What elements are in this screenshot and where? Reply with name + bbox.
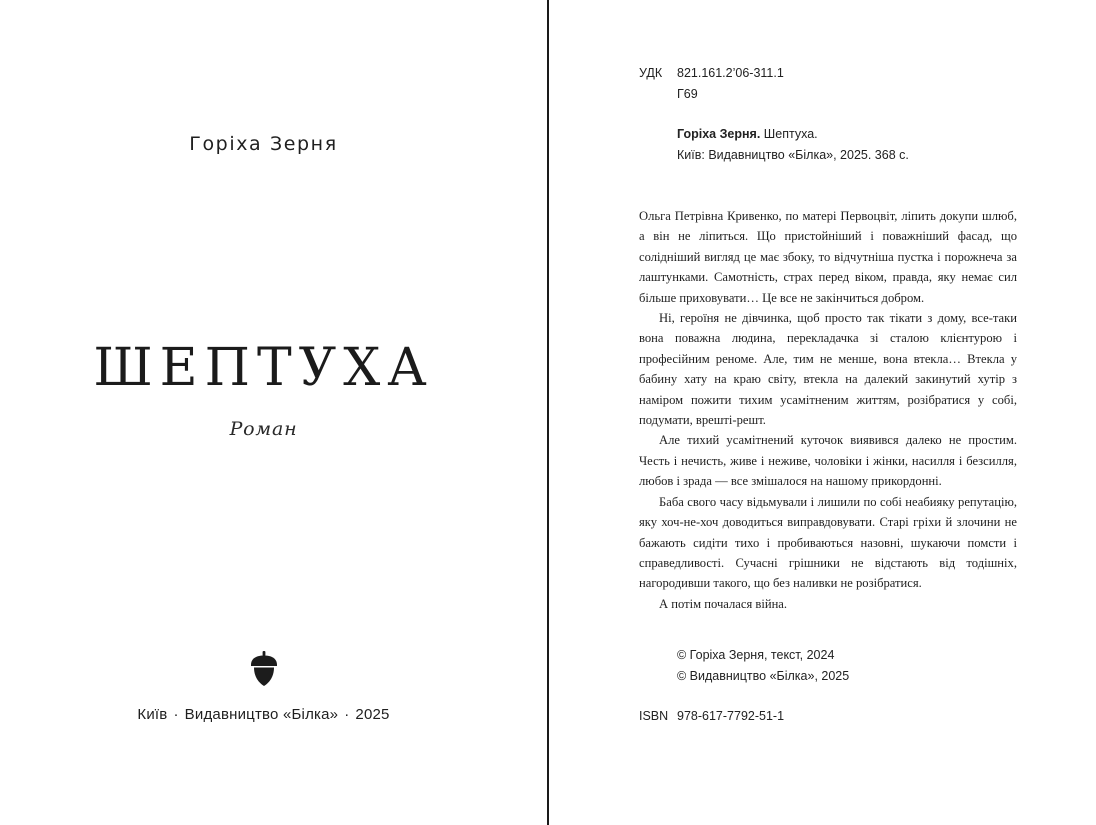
- annotation-paragraph: Але тихий усамітнений куточок виявився далеко не простим. Честь і нечисть, живе і неживе, чоловіки і жінки, насилля і безсилля, любов і зрада — все змішалося на нашому прикордонні.: [639, 433, 1017, 489]
- title-page: [0, 0, 547, 825]
- udk-label: УДК: [639, 66, 663, 80]
- acorn-icon: [249, 651, 279, 687]
- imprint-separator: ·: [173, 706, 179, 723]
- bibliographic-entry: [677, 127, 818, 141]
- annotation-paragraph: А потім почалася війна.: [659, 596, 788, 611]
- book-annotation: [639, 206, 1017, 614]
- book-genre: Роман: [229, 418, 298, 440]
- imprint-year: 2025: [355, 706, 390, 723]
- imprint-publisher: Видавництво «Білка»: [184, 706, 339, 723]
- copyright-text: © Горіха Зерня, текст, 2024: [677, 648, 835, 662]
- isbn-value: 978-617-7792-51-1: [677, 709, 785, 723]
- annotation-paragraph: Ольга Петрівна Кривенко, по матері Первоцвіт, ліпить докупи шлюб, а він не ліпиться. Що пристойніший і поважніший фасад, що солідніший вигляд це має збоку, то відчутніша пустка і порожнеча за лаштунками. Самотність, страх перед віком, правда, яку немає сил більше приховувати… Це все не закінчиться добром.: [639, 209, 1017, 305]
- imprint-separator: ·: [344, 706, 350, 723]
- udk-code: 821.161.2’06-311.1: [677, 66, 784, 80]
- bib-author: Горіха Зерня.: [677, 127, 761, 141]
- author-name: Горіха Зерня: [189, 133, 338, 155]
- annotation-paragraph: Ні, героїня не дівчинка, щоб просто так тікати з дому, все-таки вона поважна людина, перекладачка зі сталою клієнтурою і професійним реноме. Але, тим не менше, вона втекла… Втекла у бабину хату на краю світу, втекла на далекий закинутий хутір з наміром пожити тихим усамітненим життям, розібратися у собі, подумати, врешті-решт.: [639, 311, 1017, 428]
- book-title: ШЕПТУХА: [93, 338, 434, 398]
- copyright-page: [549, 0, 1096, 825]
- copyright-publisher: © Видавництво «Білка», 2025: [677, 669, 850, 683]
- bib-title: Шептуха.: [760, 127, 818, 141]
- annotation-paragraph: Баба свого часу відьмували і лишили по собі неабияку репутацію, яку хоч-не-хоч доводиться виправдовувати. Старі гріхи й злочини не бажають сидіти тихо і пробиваються назовні, шукаючи помсти і справедливості. Сучасні грішники не відстають від тодішніх, нагородивши такого, що без наливки не розібратися.: [639, 494, 1017, 591]
- author-mark: Г69: [677, 87, 698, 101]
- bib-publication: Київ: Видавництво «Білка», 2025. 368 с.: [677, 148, 909, 162]
- isbn-label: ISBN: [639, 709, 669, 723]
- imprint-city: Київ: [137, 706, 168, 723]
- publisher-imprint: [0, 706, 527, 723]
